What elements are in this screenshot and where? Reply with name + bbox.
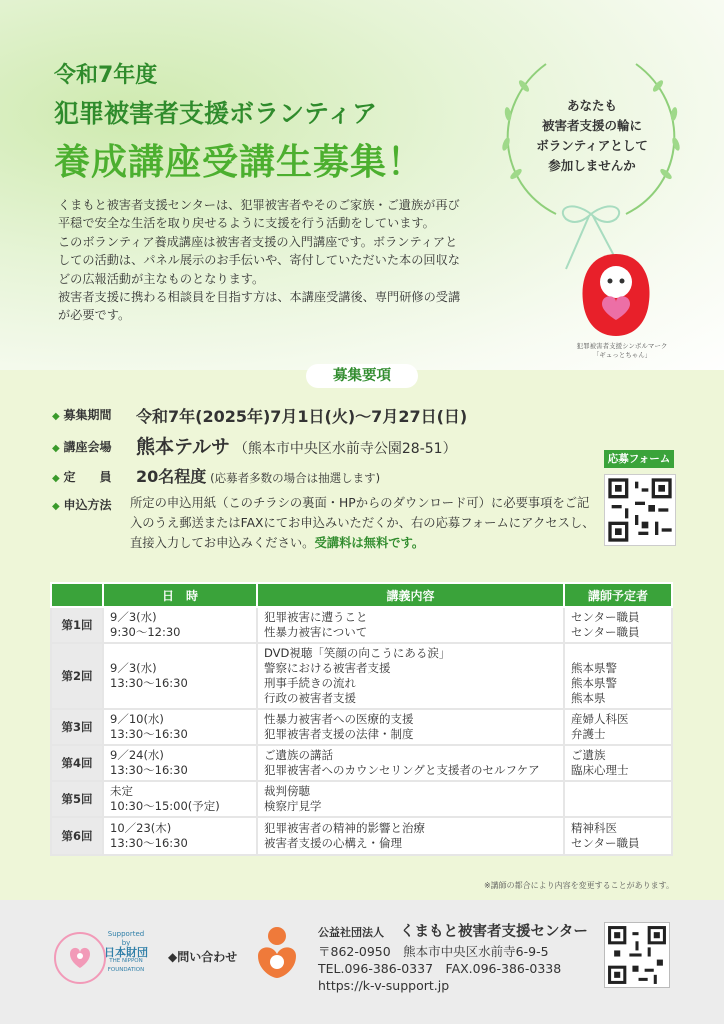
session-lecturer-line: センター職員 (571, 610, 640, 624)
capacity-value-wrap (136, 464, 380, 487)
capacity-row (52, 467, 381, 486)
intro-paragraph: くまもと被害者支援センターは、犯罪被害者やそのご家族・ご遺族が再び平穏で安全な生活を取り戻せるように支援を行う活動をしています。 (58, 198, 460, 231)
session-date-line: 9／3(水) (110, 610, 157, 624)
session-content (257, 781, 564, 817)
session-date-line: 13:30～16:30 (110, 727, 188, 741)
wreath-line: あなたも (566, 98, 617, 113)
period-row (52, 406, 468, 426)
session-number: 第1回 (51, 607, 103, 643)
session-date-line: 9／10(水) (110, 712, 164, 726)
session-content-line: ご遺族の講話 (264, 748, 333, 762)
period-label: 募集期間 (63, 408, 112, 422)
session-lecturer-line: 精神科医 (571, 821, 617, 835)
venue-value (136, 432, 457, 459)
apply-label: 申込方法 (63, 498, 112, 512)
session-lecturer (564, 817, 672, 855)
schedule-table (50, 582, 673, 856)
schedule-row (51, 781, 672, 817)
schedule-row (51, 817, 672, 855)
mascot-caption-line: 「ギュっとちゃん」 (592, 351, 652, 359)
apply-text: 所定の申込用紙（このチラシの裏面・HPからのダウンロード可）に必要事項をご記入のうえ郵送またはFAXにてお申込みいただくか、右の応募フォームにアクセスし、直接入力してお申込みください。 (130, 496, 595, 550)
session-content-line: 裁判傍聴 (264, 784, 310, 798)
session-content-line: DVD視聴「笑顔の向こうにある涙」 (264, 646, 451, 660)
organization-logo-icon (252, 924, 302, 980)
schedule-header: 講義内容 (257, 583, 564, 607)
wreath-line: ボランティアとして (536, 138, 648, 153)
venue-name: 熊本テルサ (136, 436, 231, 458)
session-number: 第6回 (51, 817, 103, 855)
application-form-label: 応募フォーム (604, 450, 674, 468)
wreath-line: 参加しませんか (548, 158, 636, 173)
session-lecturer-line: 熊本県警 (571, 676, 617, 690)
session-content-line: 行政の被害者支援 (264, 691, 356, 705)
session-lecturer (564, 709, 672, 745)
capacity-label: 定 員 (63, 470, 112, 484)
session-content-line: 性暴力被害について (264, 625, 368, 639)
organization-name: くまもと被害者支援センター (400, 924, 588, 940)
venue-row (52, 436, 457, 458)
schedule-header-num (51, 583, 103, 607)
venue-address: （熊本市中央区水前寺公園28-51） (233, 441, 457, 457)
session-lecturer-line: 臨床心理士 (571, 763, 629, 777)
mascot-icon (570, 248, 662, 340)
session-date-line: 未定 (110, 784, 133, 798)
session-date-line: 13:30～16:30 (110, 763, 188, 777)
schedule-body (51, 607, 672, 855)
wreath-line: 被害者支援の輪に (541, 118, 642, 133)
recruit-section-title: 募集要項 (306, 364, 418, 388)
session-date (103, 607, 257, 643)
session-date-line: 9／24(水) (110, 748, 164, 762)
schedule-row (51, 607, 672, 643)
session-lecturer-line: センター職員 (571, 625, 640, 639)
session-lecturer (564, 745, 672, 781)
session-lecturer-line (571, 784, 665, 799)
schedule-note: ※講師の都合により内容を変更することがあります。 (483, 881, 674, 890)
schedule-header: 日 時 (103, 583, 257, 607)
session-content-line: 犯罪被害者支援の法律・制度 (264, 727, 414, 741)
session-lecturer-line (571, 646, 665, 661)
session-number: 第4回 (51, 745, 103, 781)
intro-paragraph: このボランティア養成講座は被害者支援の入門講座です。ボランティアとしての活動は、パネル展示のお手伝いや、寄付していただいた本の回収などの広報活動が主なものとなります。 (58, 234, 460, 286)
session-number: 第3回 (51, 709, 103, 745)
session-content (257, 709, 564, 745)
schedule-row (51, 643, 672, 709)
volunteer-title: 犯罪被害者支援ボランティア (54, 99, 378, 128)
session-content (257, 817, 564, 855)
apply-row (52, 496, 134, 513)
session-lecturer-line: 弁護士 (571, 727, 606, 741)
session-date (103, 745, 257, 781)
mascot-caption (562, 342, 682, 360)
session-date (103, 709, 257, 745)
session-date (103, 781, 257, 817)
application-form-qr-code[interactable] (604, 474, 676, 546)
session-date-line: 10:30～15:00(予定) (110, 799, 220, 813)
schedule-row (51, 709, 672, 745)
heart-ribbon-logo (54, 932, 106, 984)
session-date-line: 13:30～16:30 (110, 836, 188, 850)
capacity-note: (応募者多数の場合は抽選します) (210, 471, 381, 485)
session-date (103, 643, 257, 709)
website-qr-code[interactable] (604, 922, 670, 988)
session-lecturer-line: 熊本県 (571, 691, 606, 705)
session-lecturer-line: 熊本県警 (571, 661, 617, 675)
mascot-caption-line: 犯罪被害者支援シンボルマーク (576, 342, 668, 350)
session-content-line: 犯罪被害者の精神的影響と治療 (264, 821, 425, 835)
session-content-line: 刑事手続きの流れ (264, 676, 356, 690)
session-content-line: 犯罪被害に遭うこと (264, 610, 368, 624)
year-label: 令和7年度 (54, 63, 158, 88)
nippon-foundation-logo (104, 930, 148, 975)
session-lecturer-line: センター職員 (571, 836, 640, 850)
supported-by: Supported by (107, 930, 145, 947)
session-content-line: 性暴力被害者への医療的支援 (264, 712, 414, 726)
diamond-icon: ◆ (52, 411, 60, 422)
session-lecturer-line (571, 799, 665, 814)
session-lecturer-line: 産婦人科医 (571, 712, 629, 726)
contact-details (318, 943, 561, 994)
session-date-line: 9／3(水) (110, 661, 157, 675)
diamond-icon: ◆ (52, 443, 60, 454)
session-content (257, 745, 564, 781)
venue-label: 講座会場 (63, 440, 112, 454)
period-value: 令和7年(2025年)7月1日(火)～7月27日(日) (136, 407, 468, 426)
apply-method-text (130, 493, 595, 553)
wreath-message (510, 96, 674, 176)
page-headline: 養成講座受講生募集！ (54, 142, 425, 183)
schedule-header: 講師予定者 (564, 583, 672, 607)
session-date-line: 9:30～12:30 (110, 625, 181, 639)
nippon-jp: 日本財団 (104, 946, 148, 959)
session-date-line: 10／23(木) (110, 821, 172, 835)
session-content-line: 被害者支援の心構え・倫理 (264, 836, 402, 850)
session-number: 第5回 (51, 781, 103, 817)
intro-text (58, 196, 466, 325)
capacity-value: 20名程度 (136, 467, 207, 486)
session-content (257, 643, 564, 709)
session-date (103, 817, 257, 855)
contact-label: ◆問い合わせ (168, 950, 238, 964)
schedule-row (51, 745, 672, 781)
diamond-icon: ◆ (52, 473, 60, 484)
session-lecturer-line: ご遺族 (571, 748, 606, 762)
diamond-icon: ◆ (52, 501, 60, 512)
tel-fax: TEL.096-386-0337 FAX.096-386-0338 (318, 961, 562, 976)
postal-address: 〒862-0950 熊本市中央区水前寺6-9-5 (318, 944, 549, 959)
website-link[interactable]: https://k-v-support.jp (318, 978, 450, 993)
session-lecturer (564, 607, 672, 643)
session-content-line: 犯罪被害者へのカウンセリングと支援者のセルフケア (264, 763, 540, 777)
session-content-line: 警察における被害者支援 (264, 661, 391, 675)
session-date-line: 13:30～16:30 (110, 676, 188, 690)
intro-paragraph: 被害者支援に携わる相談員を目指す方は、本講座受講後、専門研修の受講が必要です。 (58, 290, 461, 323)
session-lecturer (564, 781, 672, 817)
session-content-line: 検察庁見学 (264, 799, 322, 813)
nippon-en: THE NIPPON FOUNDATION (107, 958, 145, 973)
session-content (257, 607, 564, 643)
free-notice: 受講料は無料です。 (314, 536, 425, 550)
session-lecturer (564, 643, 672, 709)
organization-type: 公益社団法人 (318, 926, 384, 939)
session-number: 第2回 (51, 643, 103, 709)
